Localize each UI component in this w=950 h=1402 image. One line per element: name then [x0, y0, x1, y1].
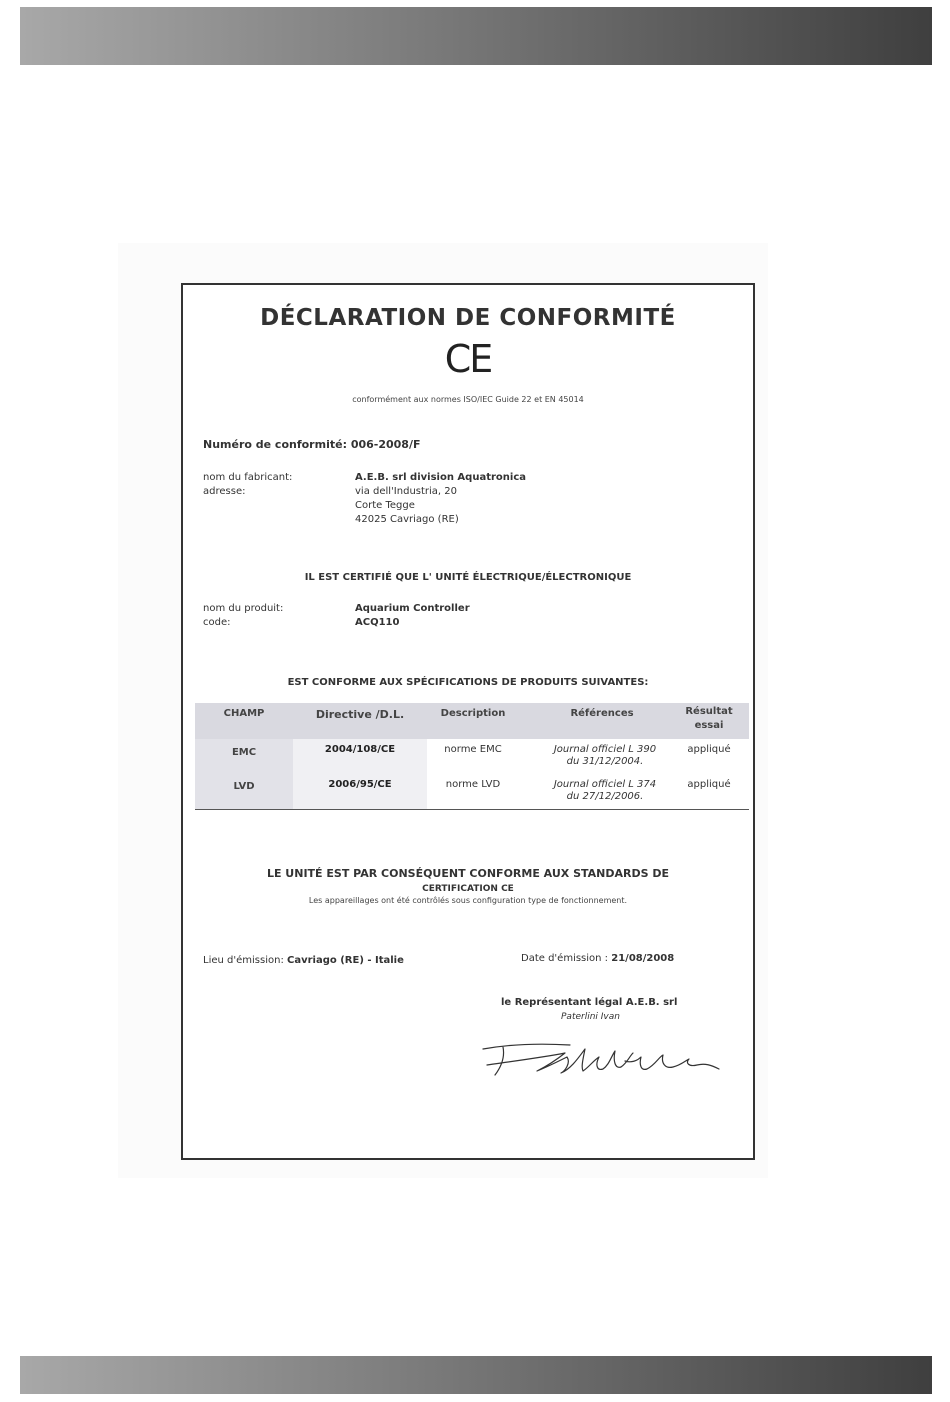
certifies-heading: IL EST CERTIFIÉ QUE L' UNITÉ ÉLECTRIQUE/ÉLECTRONIQUE — [304, 572, 632, 583]
address-line: Corte Tegge — [355, 500, 415, 511]
row-lvd-description: norme LVD — [445, 779, 501, 790]
norms-reference: conformément aux normes ISO/IEC Guide 22 et EN 45014 — [352, 395, 584, 404]
issue-place-value: Cavriago (RE) - Italie — [287, 955, 404, 966]
row-lvd-champ: LVD — [233, 781, 255, 792]
product-name-value: Aquarium Controller — [355, 603, 470, 614]
row-lvd-directive: 2006/95/CE — [328, 779, 392, 790]
issue-place — [203, 955, 404, 966]
row-emc-description: norme EMC — [444, 744, 502, 755]
row-lvd-reference-date: du 27/12/2006. — [566, 791, 644, 802]
ce-mark: CE — [444, 337, 492, 381]
issue-place-label: Lieu d'émission: — [203, 955, 284, 966]
handwritten-signature — [475, 1027, 735, 1087]
address-line: 42025 Cavriago (RE) — [355, 514, 459, 525]
certificate-title: DÉCLARATION DE CONFORMITÉ — [260, 305, 676, 331]
address-line: via dell'Industria, 20 — [355, 486, 458, 497]
product-code-value: ACQ110 — [355, 617, 400, 628]
conformity-number-value: 006-2008/F — [350, 438, 421, 451]
manufacturer-name-value: A.E.B. srl division Aquatronica — [355, 472, 527, 483]
manufacturer-name-label: nom du fabricant: — [203, 472, 293, 483]
representative-name: Paterlini Ivan — [561, 1012, 620, 1022]
row-emc-champ: EMC — [231, 747, 257, 758]
conclusion-text: LE UNITÉ EST PAR CONSÉQUENT CONFORME AUX STANDARDS DE — [266, 867, 670, 880]
issue-date — [521, 953, 674, 964]
row-lvd-reference: Journal officiel L 374 — [553, 779, 657, 790]
header-references: Références — [570, 708, 634, 719]
controle-text: Les appareillages ont été contrôlés sous configuration type de fonctionnement. — [308, 896, 628, 905]
conformity-number-label: Numéro de conformité: — [203, 438, 347, 451]
row-emc-reference: Journal officiel L 390 — [553, 744, 657, 755]
row-emc-result: appliqué — [687, 744, 731, 755]
row-lvd-result: appliqué — [687, 779, 731, 790]
row-emc-directive: 2004/108/CE — [324, 744, 396, 755]
footer-band — [20, 1356, 932, 1394]
conformity-number — [203, 438, 421, 451]
conformity-certificate — [181, 283, 755, 1160]
conform-heading: EST CONFORME AUX SPÉCIFICATIONS DE PRODUITS SUIVANTES: — [287, 677, 649, 688]
issue-date-label: Date d'émission : — [521, 953, 609, 964]
certification-text: CERTIFICATION CE — [422, 884, 514, 894]
manufacturer-address-label: adresse: — [203, 486, 246, 497]
product-code-label: code: — [203, 617, 231, 628]
header-directive: Directive /D.L. — [315, 708, 405, 721]
header-champ: CHAMP — [223, 708, 265, 719]
row-emc-reference-date: du 31/12/2004. — [566, 756, 644, 767]
specifications-table — [195, 703, 749, 810]
representative-title: le Représentant légal A.E.B. srl — [501, 997, 678, 1008]
product-name-label: nom du produit: — [203, 603, 284, 614]
header-description: Description — [440, 708, 506, 719]
header-band — [20, 7, 932, 65]
header-essai: essai — [694, 720, 724, 731]
header-resultat: Résultat — [685, 706, 733, 717]
issue-date-value: 21/08/2008 — [611, 953, 675, 964]
